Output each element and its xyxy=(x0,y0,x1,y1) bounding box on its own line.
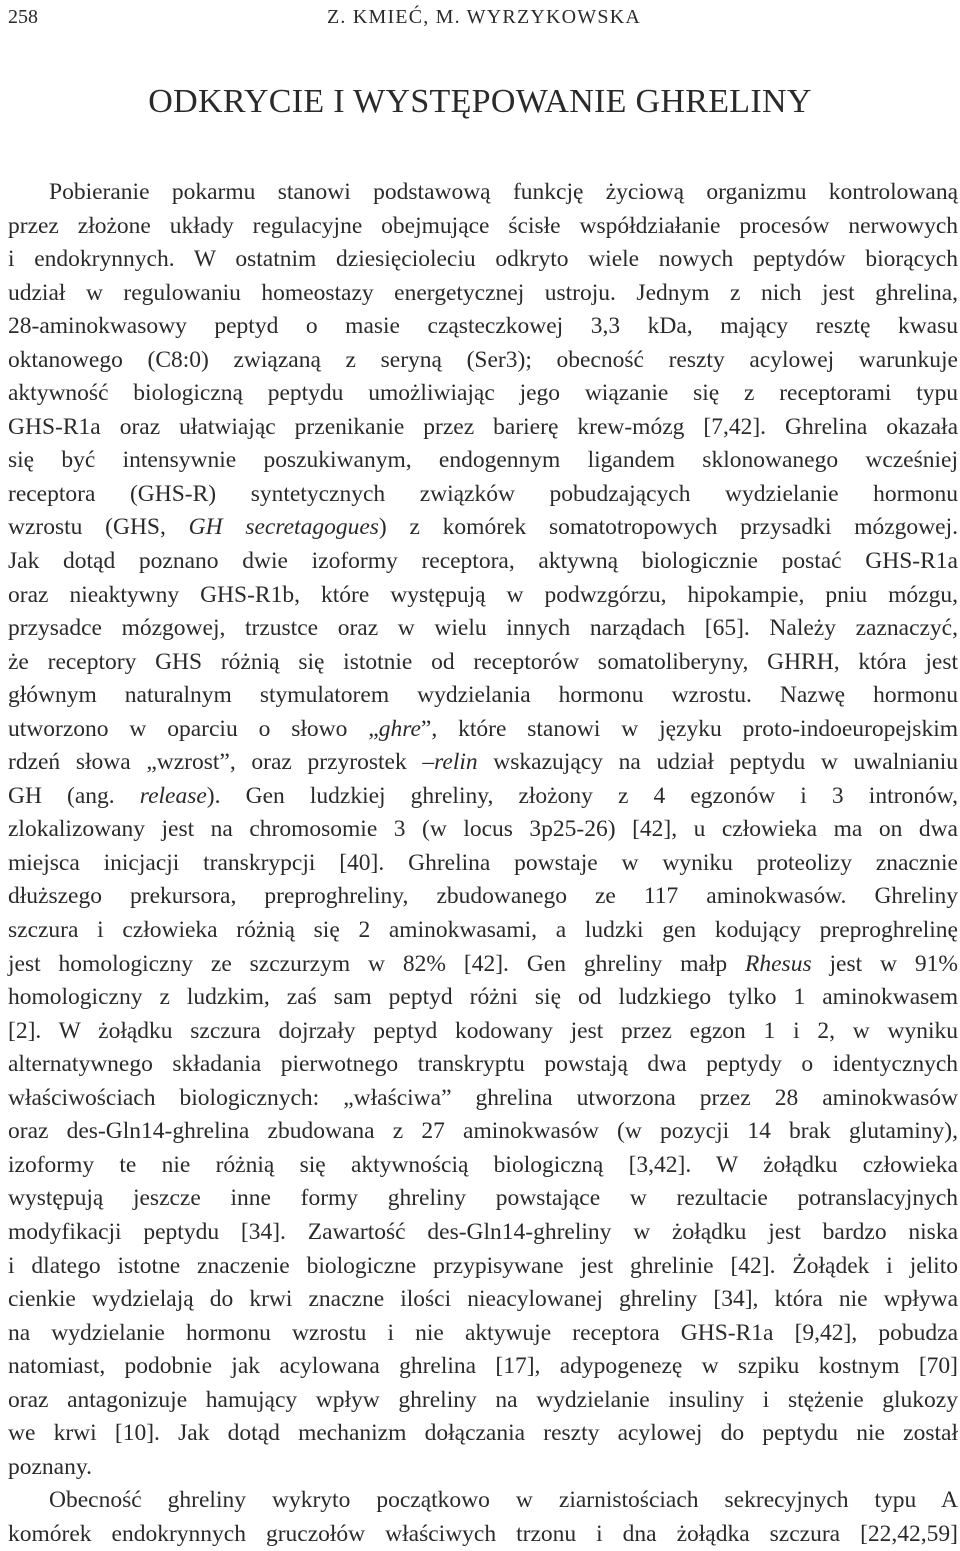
text-line: i dlatego istotne znaczenie biologiczne przypisywane jest ghrelinie [42]. Żołądek i jelito xyxy=(8,1252,958,1279)
text-segment: ”, które stanowi w języku proto-indoeuropejskim xyxy=(420,715,958,742)
text-line: we krwi [10]. Jak dotąd mechanizm dołączania reszty acylowej do peptydu nie został xyxy=(8,1420,958,1447)
text-line: poznany. xyxy=(8,1453,92,1480)
text-line: głównym naturalnym stymulatorem wydzielania hormonu wzrostu. Nazwę hormonu xyxy=(8,682,958,709)
text-segment: wzrostu (GHS, xyxy=(8,514,189,541)
text-line xyxy=(8,511,958,545)
text-line: GHS-R1a oraz ułatwiając przenikanie przez barierę krew-mózg [7,42]. Ghrelina okazała xyxy=(8,413,958,440)
text-segment: utworzono w oparciu o słowo „ xyxy=(8,715,379,742)
text-line: izoformy te nie różnią się aktywnością biologiczną [3,42]. W żołądku człowieka xyxy=(8,1151,958,1178)
text-line: homologiczny z ludzkim, zaś sam peptyd różni się od ludzkiego tylko 1 aminokwasem xyxy=(8,984,958,1011)
page-number: 258 xyxy=(8,6,38,28)
text-line: przysadce mózgowej, trzustce oraz w wielu innych narządach [65]. Należy zaznaczyć, xyxy=(8,615,958,642)
text-line: zlokalizowany jest na chromosomie 3 (w locus 3p25-26) [42], u człowieka ma on dwa xyxy=(8,816,958,843)
section-title: ODKRYCIE I WYSTĘPOWANIE GHRELINY xyxy=(148,83,812,120)
text-line: [2]. W żołądku szczura dojrzały peptyd kodowany jest przez egzon 1 i 2, w wyniku xyxy=(8,1017,958,1044)
text-segment: wskazujący na udział peptydu w uwalnianiu xyxy=(477,749,958,776)
text-line: Pobieranie pokarmu stanowi podstawową funkcję życiową organizmu kontrolowaną xyxy=(49,179,958,205)
text-line: Obecność ghreliny wykryto początkowo w ziarnistościach sekrecyjnych typu A xyxy=(49,1487,958,1514)
running-header-authors: Z. KMIEĆ, M. WYRZYKOWSKA xyxy=(327,6,641,28)
italic-term: relin xyxy=(434,749,478,776)
text-line: szczura i człowieka różnią się 2 aminokwasami, a ludzki gen kodujący preproghrelinę xyxy=(8,917,958,944)
text-line: oraz des-Gln14-ghrelina zbudowana z 27 aminokwasów (w pozycji 14 brak glutaminy), xyxy=(8,1118,958,1145)
text-line: i endokrynnych. W ostatnim dziesięcioleciu odkryto wiele nowych peptydów biorących xyxy=(8,246,958,273)
text-line: miejsca inicjacji transkrypcji [40]. Ghrelina powstaje w wyniku proteolizy znacznie xyxy=(8,849,958,876)
text-segment: GH (ang. xyxy=(8,782,140,809)
text-line: przez złożone układy regulacyjne obejmujące ścisłe współdziałanie procesów nerwowych xyxy=(8,212,958,239)
text-line xyxy=(8,780,958,814)
text-segment: jest homologiczny ze szczurzym w 82% [42]. Gen ghreliny małp xyxy=(8,950,746,977)
text-line: Jak dotąd poznano dwie izoformy receptora, aktywną biologicznie postać GHS-R1a xyxy=(8,548,958,575)
text-line xyxy=(8,746,958,780)
text-segment: ) z komórek somatotropowych przysadki mózgowej. xyxy=(378,514,958,541)
text-segment: rdzeń słowa „wzrost”, oraz przyrostek – xyxy=(8,749,435,776)
text-line: oktanowego (C8:0) związaną z seryną (Ser3); obecność reszty acylowej warunkuje xyxy=(8,346,958,373)
italic-term: Rhesus xyxy=(745,950,812,977)
body-text xyxy=(8,176,958,1551)
text-line: że receptory GHS różnią się istotnie od receptorów somatoliberyny, GHRH, która jest xyxy=(8,648,958,675)
text-segment: ). Gen ludzkiej ghreliny, złożony z 4 egzonów i 3 intronów, xyxy=(206,782,958,809)
italic-term: GH secretagogues xyxy=(188,514,379,541)
text-line: alternatywnego składania pierwotnego transkryptu powstają dwa peptydy o identycznych xyxy=(8,1051,958,1078)
text-line: natomiast, podobnie jak acylowana ghrelina [17], adypogenezę w szpiku kostnym [70] xyxy=(8,1353,958,1380)
text-line: występują jeszcze inne formy ghreliny powstające w rezultacie potranslacyjnych xyxy=(8,1185,958,1212)
text-line: receptora (GHS-R) syntetycznych związków pobudzających wydzielanie hormonu xyxy=(8,480,958,507)
text-line: udział w regulowaniu homeostazy energetycznej ustroju. Jednym z nich jest ghrelina, xyxy=(8,279,958,306)
text-line: cienkie wydzielają do krwi znaczne ilości nieacylowanej ghreliny [34], która nie wpływa xyxy=(8,1286,958,1313)
text-line xyxy=(8,713,958,747)
italic-term: release xyxy=(139,782,207,809)
text-line: dłuższego prekursora, preproghreliny, zbudowanego ze 117 aminokwasów. Ghreliny xyxy=(8,883,958,910)
text-line: aktywność biologiczną peptydu umożliwiając jego wiązanie się z receptorami typu xyxy=(8,380,958,407)
text-segment: jest w 91% xyxy=(811,950,958,977)
italic-term: ghre xyxy=(378,715,421,742)
text-line: komórek endokrynnych gruczołów właściwych trzonu i dna żołądka szczura [22,42,59] xyxy=(8,1520,958,1547)
text-line: się być intensywnie poszukiwanym, endogennym ligandem sklonowanego wcześniej xyxy=(8,447,958,474)
text-line: oraz nieaktywny GHS-R1b, które występują w podwzgórzu, hipokampie, pniu mózgu, xyxy=(8,581,958,608)
text-line: oraz antagonizuje hamujący wpływ ghreliny na wydzielanie insuliny i stężenie glukozy xyxy=(8,1386,958,1413)
running-header xyxy=(8,4,960,30)
text-line xyxy=(8,948,958,982)
text-line: 28-aminokwasowy peptyd o masie cząsteczkowej 3,3 kDa, mający resztę kwasu xyxy=(8,313,958,340)
text-line: modyfikacji peptydu [34]. Zawartość des-Gln14-ghreliny w żołądku jest bardzo niska xyxy=(8,1218,958,1245)
text-line: właściwościach biologicznych: „właściwa” ghrelina utworzona przez 28 aminokwasów xyxy=(8,1084,958,1111)
text-line: na wydzielanie hormonu wzrostu i nie aktywuje receptora GHS-R1a [9,42], pobudza xyxy=(8,1319,958,1346)
